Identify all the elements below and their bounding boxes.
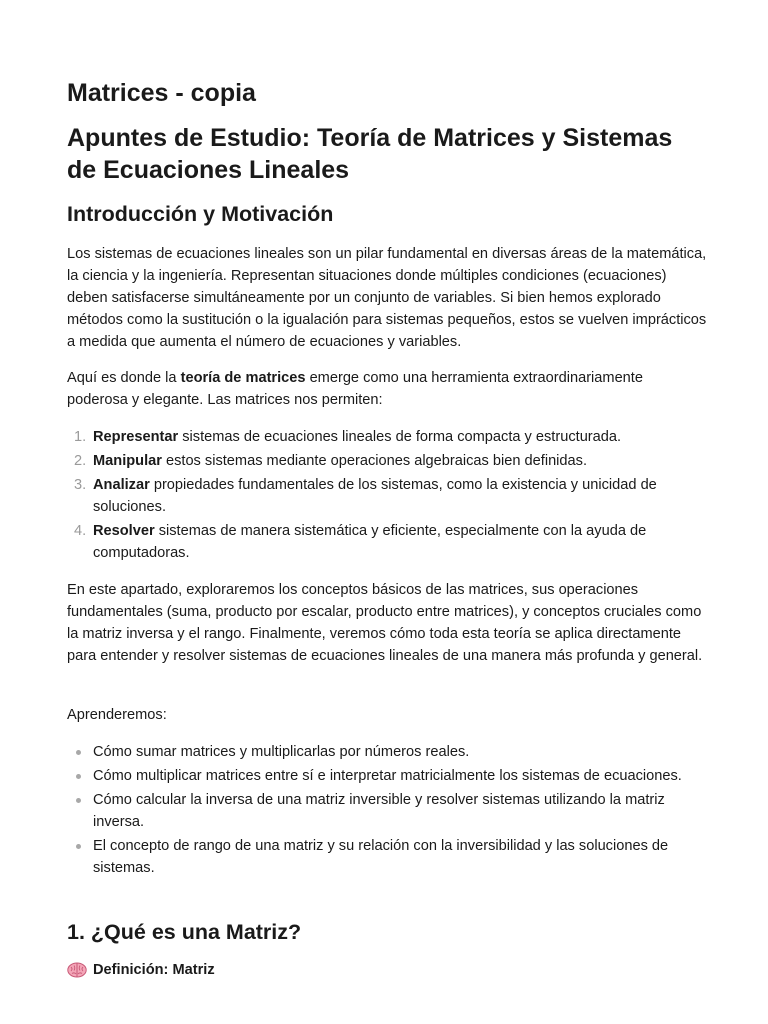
brain-icon — [67, 962, 87, 978]
list-item-bold: Representar — [93, 429, 179, 445]
list-item — [67, 520, 707, 564]
definition-callout — [67, 960, 215, 980]
learn-label: Aprenderemos: — [67, 707, 167, 723]
list-item-text: Cómo calcular la inversa de una matriz inversible y resolver sistemas utilizando la matriz inversa. — [93, 792, 665, 830]
list-item-text: estos sistemas mediante operaciones algebraicas bien definidas. — [161, 453, 588, 469]
intro-p2-before: Aquí es donde la — [67, 370, 181, 386]
intro-paragraph-3: En este apartado, exploraremos los conceptos básicos de las matrices, sus operaciones fundamentales (suma, producto por escalar, producto entre matrices), y conceptos cruciales como la matriz inversa y el rango. Finalmente, veremos cómo toda esta teoría se aplica directamente para entender y resolver sistemas de ecuaciones lineales de una manera más profunda y general. — [67, 582, 703, 664]
intro-paragraph-2 — [67, 367, 707, 411]
list-number: 2. — [74, 453, 87, 469]
intro-paragraph-1: Los sistemas de ecuaciones lineales son un pilar fundamental en diversas áreas de la matemática, la ciencia y la ingeniería. Representan situaciones donde múltiples condiciones (ecuaciones) deben satisfacerse simultáneamente por un conjunto de variables. Si bien hemos explorado métodos como la sustitución o la igualación para sistemas pequeños, estos se vuelven imprácticos a medida que aumenta el número de ecuaciones y variables. — [67, 246, 707, 350]
document-title: Matrices - copia — [67, 79, 256, 107]
list-item-bold: Manipular — [93, 453, 162, 469]
list-item-text: Cómo sumar matrices y multiplicarlas por números reales. — [93, 744, 470, 760]
capabilities-list — [67, 426, 707, 566]
bullet-icon — [76, 844, 81, 849]
list-item-text: El concepto de rango de una matriz y su relación con la inversibilidad y las soluciones de sistemas. — [93, 838, 669, 876]
bullet-icon — [76, 798, 81, 803]
intro-p2-after: emerge como una herramienta extraordinariamente poderosa y elegante. Las matrices nos permiten: — [67, 370, 643, 408]
list-number: 4. — [74, 523, 87, 539]
list-item — [67, 426, 707, 448]
list-item-text: propiedades fundamentales de los sistemas, como la existencia y unicidad de soluciones. — [93, 477, 657, 515]
list-number: 3. — [74, 477, 87, 493]
intro-p2-bold: teoría de matrices — [180, 370, 306, 386]
list-item-text: Cómo multiplicar matrices entre sí e interpretar matricialmente los sistemas de ecuaciones. — [93, 768, 682, 784]
list-item — [67, 474, 707, 518]
bullet-icon — [76, 774, 81, 779]
bullet-icon — [76, 750, 81, 755]
list-item — [67, 741, 707, 763]
list-item — [67, 765, 707, 787]
list-item — [67, 450, 707, 472]
list-item-bold: Analizar — [93, 477, 150, 493]
list-item-text: sistemas de ecuaciones lineales de forma compacta y estructurada. — [178, 429, 622, 445]
section-1-heading: 1. ¿Qué es una Matriz? — [67, 920, 302, 944]
list-item-bold: Resolver — [93, 523, 155, 539]
list-item — [67, 835, 707, 879]
list-number: 1. — [74, 429, 87, 445]
list-item — [67, 789, 707, 833]
main-title: Apuntes de Estudio: Teoría de Matrices y Sistemas de Ecuaciones Lineales — [67, 124, 673, 184]
definition-label: Definición: Matriz — [93, 962, 215, 978]
list-item-text: sistemas de manera sistemática y eficiente, especialmente con la ayuda de computadoras. — [93, 523, 647, 561]
intro-heading: Introducción y Motivación — [67, 202, 334, 226]
learning-goals-list — [67, 741, 707, 881]
